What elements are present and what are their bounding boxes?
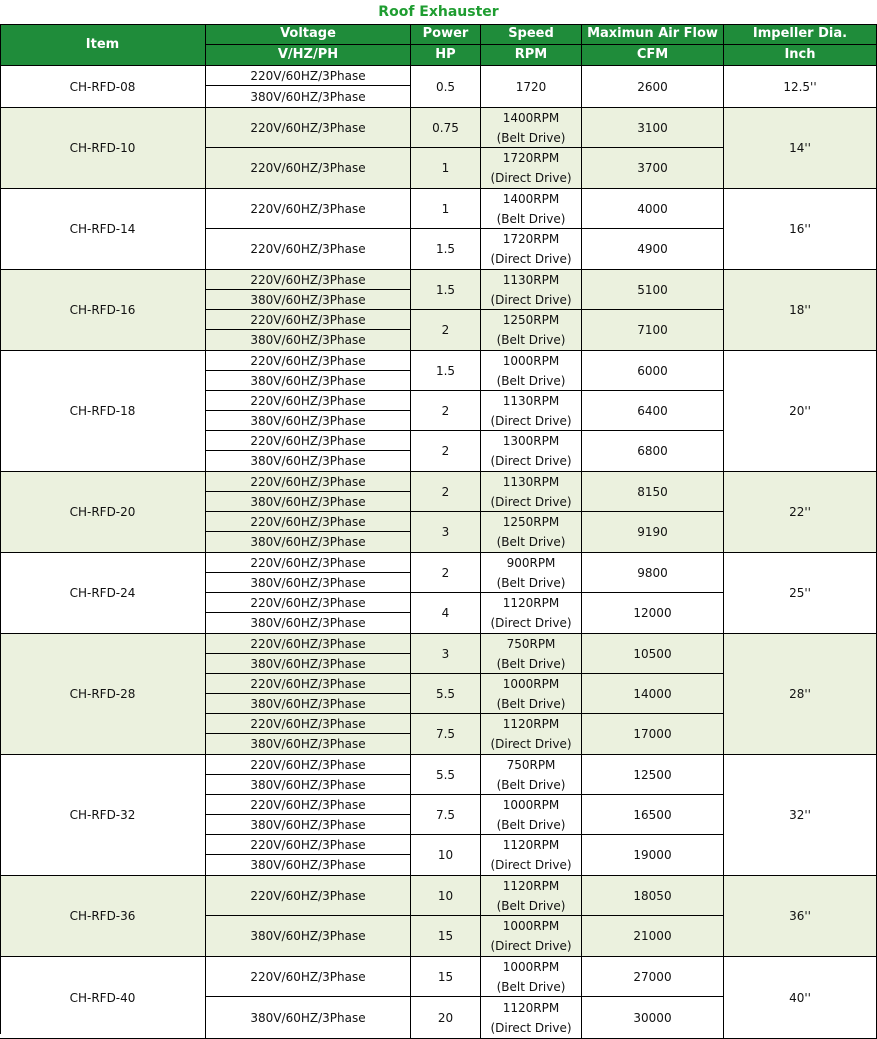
speed-rpm: 1000RPM xyxy=(502,959,560,974)
header-voltage-unit: V/HZ/PH xyxy=(206,45,411,66)
impeller-dia-cell: 18'' xyxy=(724,270,877,351)
header-air-flow-unit: CFM xyxy=(582,45,724,66)
speed-rpm: 750RPM xyxy=(506,757,556,772)
power-cell: 1 xyxy=(411,148,481,189)
header-speed: Speed xyxy=(481,24,582,45)
drive-type: (Direct Drive) xyxy=(490,616,572,630)
voltage-cell: 220V/60HZ/3Phase xyxy=(206,472,411,492)
impeller-dia-cell: 22'' xyxy=(724,472,877,553)
power-cell: 10 xyxy=(411,876,481,916)
cfm-cell: 19000 xyxy=(582,835,724,876)
power-cell: 2 xyxy=(411,553,481,593)
speed-rpm: 1000RPM xyxy=(502,797,560,812)
drive-type: (Belt Drive) xyxy=(496,696,566,711)
power-cell: 2 xyxy=(411,391,481,431)
speed-cell xyxy=(481,553,582,593)
cfm-cell: 12500 xyxy=(582,755,724,795)
voltage-cell: 220V/60HZ/3Phase xyxy=(206,351,411,371)
table-title: Roof Exhauster xyxy=(378,4,499,20)
voltage-cell: 380V/60HZ/3Phase xyxy=(206,451,411,472)
drive-type: (Belt Drive) xyxy=(496,373,566,388)
voltage-cell: 220V/60HZ/3Phase xyxy=(206,634,411,654)
cfm-cell: 17000 xyxy=(582,714,724,755)
impeller-dia-cell: 32'' xyxy=(724,755,877,876)
voltage-cell: 380V/60HZ/3Phase xyxy=(206,330,411,351)
impeller-dia-cell: 36'' xyxy=(724,876,877,957)
impeller-dia-cell: 40'' xyxy=(724,957,877,1039)
cfm-cell: 30000 xyxy=(582,997,724,1039)
voltage-cell: 380V/60HZ/3Phase xyxy=(206,290,411,310)
speed-rpm: 1250RPM xyxy=(502,313,560,327)
power-cell: 15 xyxy=(411,916,481,957)
cfm-cell: 4900 xyxy=(582,229,724,270)
speed-cell xyxy=(481,755,582,795)
speed-rpm: 750RPM xyxy=(506,636,556,651)
item-cell: CH-RFD-10 xyxy=(0,108,206,189)
drive-type: (Belt Drive) xyxy=(496,777,566,792)
impeller-dia-cell: 25'' xyxy=(724,553,877,634)
voltage-cell: 380V/60HZ/3Phase xyxy=(206,86,411,108)
drive-type: (Belt Drive) xyxy=(496,333,566,347)
impeller-dia-cell: 20'' xyxy=(724,351,877,472)
speed-rpm: 1250RPM xyxy=(502,515,560,529)
drive-type: (Direct Drive) xyxy=(490,858,572,872)
speed-rpm: 1120RPM xyxy=(502,717,560,731)
voltage-cell: 220V/60HZ/3Phase xyxy=(206,108,411,148)
item-cell: CH-RFD-32 xyxy=(0,755,206,876)
cfm-cell: 8150 xyxy=(582,472,724,512)
power-cell: 1.5 xyxy=(411,229,481,270)
impeller-dia-cell: 12.5'' xyxy=(724,66,877,108)
voltage-cell: 380V/60HZ/3Phase xyxy=(206,775,411,795)
power-cell: 5.5 xyxy=(411,674,481,714)
speed-rpm: 1720RPM xyxy=(502,232,560,246)
speed-cell xyxy=(481,229,582,270)
power-cell: 1 xyxy=(411,189,481,229)
header-air-flow: Maximun Air Flow xyxy=(582,24,724,45)
drive-type: (Direct Drive) xyxy=(490,737,572,751)
item-cell: CH-RFD-20 xyxy=(0,472,206,553)
speed-cell xyxy=(481,66,582,108)
cfm-cell: 9190 xyxy=(582,512,724,553)
speed-rpm: 1000RPM xyxy=(502,919,560,933)
voltage-cell: 220V/60HZ/3Phase xyxy=(206,189,411,229)
voltage-cell: 380V/60HZ/3Phase xyxy=(206,492,411,512)
drive-type: (Direct Drive) xyxy=(490,939,572,953)
header-power-unit: HP xyxy=(411,45,481,66)
voltage-cell: 220V/60HZ/3Phase xyxy=(206,512,411,532)
drive-type: (Belt Drive) xyxy=(496,979,566,994)
power-cell: 5.5 xyxy=(411,755,481,795)
speed-cell xyxy=(481,391,582,431)
header-power: Power xyxy=(411,24,481,45)
cfm-cell: 10500 xyxy=(582,634,724,674)
voltage-cell: 220V/60HZ/3Phase xyxy=(206,431,411,451)
power-cell: 7.5 xyxy=(411,795,481,835)
power-cell: 2 xyxy=(411,431,481,472)
header-impeller-dia-unit: Inch xyxy=(724,45,877,66)
speed-rpm: 1130RPM xyxy=(502,393,560,408)
speed-rpm: 1000RPM xyxy=(502,676,560,691)
voltage-cell: 220V/60HZ/3Phase xyxy=(206,714,411,734)
speed-rpm: 1720 xyxy=(515,79,547,94)
cfm-cell: 16500 xyxy=(582,795,724,835)
speed-cell xyxy=(481,310,582,351)
drive-type: (Belt Drive) xyxy=(496,898,566,913)
voltage-cell: 220V/60HZ/3Phase xyxy=(206,593,411,613)
voltage-cell: 220V/60HZ/3Phase xyxy=(206,310,411,330)
voltage-cell: 380V/60HZ/3Phase xyxy=(206,573,411,593)
speed-cell xyxy=(481,674,582,714)
cfm-cell: 9800 xyxy=(582,553,724,593)
voltage-cell: 380V/60HZ/3Phase xyxy=(206,694,411,714)
voltage-cell: 380V/60HZ/3Phase xyxy=(206,855,411,876)
voltage-cell: 220V/60HZ/3Phase xyxy=(206,876,411,916)
speed-rpm: 1720RPM xyxy=(502,151,560,165)
voltage-cell: 380V/60HZ/3Phase xyxy=(206,654,411,674)
voltage-cell: 220V/60HZ/3Phase xyxy=(206,957,411,997)
cfm-cell: 14000 xyxy=(582,674,724,714)
drive-type: (Direct Drive) xyxy=(490,171,572,185)
drive-type: (Direct Drive) xyxy=(490,413,572,428)
header-speed-unit: RPM xyxy=(481,45,582,66)
speed-cell xyxy=(481,512,582,553)
voltage-cell: 220V/60HZ/3Phase xyxy=(206,66,411,86)
voltage-cell: 220V/60HZ/3Phase xyxy=(206,835,411,855)
item-cell: CH-RFD-24 xyxy=(0,553,206,634)
power-cell: 10 xyxy=(411,835,481,876)
cfm-cell: 4000 xyxy=(582,189,724,229)
power-cell: 1.5 xyxy=(411,351,481,391)
speed-cell xyxy=(481,472,582,512)
speed-cell xyxy=(481,714,582,755)
power-cell: 4 xyxy=(411,593,481,634)
cfm-cell: 3700 xyxy=(582,148,724,189)
cfm-cell: 6800 xyxy=(582,431,724,472)
voltage-cell: 380V/60HZ/3Phase xyxy=(206,815,411,835)
item-cell: CH-RFD-36 xyxy=(0,876,206,957)
speed-cell xyxy=(481,351,582,391)
speed-cell xyxy=(481,957,582,997)
cfm-cell: 5100 xyxy=(582,270,724,310)
cfm-cell: 12000 xyxy=(582,593,724,634)
item-cell: CH-RFD-40 xyxy=(0,957,206,1039)
drive-type: (Direct Drive) xyxy=(490,1020,572,1035)
drive-type: (Belt Drive) xyxy=(496,535,566,549)
speed-cell xyxy=(481,835,582,876)
speed-cell xyxy=(481,634,582,674)
speed-cell xyxy=(481,997,582,1039)
drive-type: (Belt Drive) xyxy=(496,817,566,832)
speed-rpm: 1130RPM xyxy=(502,272,560,287)
drive-type: (Belt Drive) xyxy=(496,130,566,145)
cfm-cell: 2600 xyxy=(582,66,724,108)
speed-cell xyxy=(481,916,582,957)
speed-cell xyxy=(481,108,582,148)
power-cell: 3 xyxy=(411,634,481,674)
drive-type: (Belt Drive) xyxy=(496,656,566,671)
header-voltage: Voltage xyxy=(206,24,411,45)
power-cell: 3 xyxy=(411,512,481,553)
cfm-cell: 27000 xyxy=(582,957,724,997)
voltage-cell: 380V/60HZ/3Phase xyxy=(206,734,411,755)
drive-type: (Direct Drive) xyxy=(490,252,572,266)
header-impeller-dia: Impeller Dia. xyxy=(724,24,877,45)
item-cell: CH-RFD-28 xyxy=(0,634,206,755)
speed-cell xyxy=(481,431,582,472)
voltage-cell: 380V/60HZ/3Phase xyxy=(206,371,411,391)
speed-cell xyxy=(481,876,582,916)
speed-rpm: 900RPM xyxy=(506,555,556,570)
speed-rpm: 1120RPM xyxy=(502,838,560,852)
cfm-cell: 6000 xyxy=(582,351,724,391)
speed-cell xyxy=(481,270,582,310)
voltage-cell: 220V/60HZ/3Phase xyxy=(206,148,411,189)
item-cell: CH-RFD-14 xyxy=(0,189,206,270)
speed-rpm: 1000RPM xyxy=(502,353,560,368)
power-cell: 20 xyxy=(411,997,481,1039)
cfm-cell: 18050 xyxy=(582,876,724,916)
speed-rpm: 1120RPM xyxy=(502,1000,560,1015)
voltage-cell: 380V/60HZ/3Phase xyxy=(206,613,411,634)
voltage-cell: 220V/60HZ/3Phase xyxy=(206,229,411,270)
voltage-cell: 220V/60HZ/3Phase xyxy=(206,755,411,775)
power-cell: 0.75 xyxy=(411,108,481,148)
voltage-cell: 220V/60HZ/3Phase xyxy=(206,795,411,815)
drive-type: (Belt Drive) xyxy=(496,211,566,226)
voltage-cell: 380V/60HZ/3Phase xyxy=(206,916,411,957)
voltage-cell: 220V/60HZ/3Phase xyxy=(206,270,411,290)
item-cell: CH-RFD-08 xyxy=(0,66,206,108)
speed-rpm: 1120RPM xyxy=(502,596,560,610)
speed-rpm: 1120RPM xyxy=(502,878,560,893)
drive-type: (Direct Drive) xyxy=(490,494,572,509)
cfm-cell: 6400 xyxy=(582,391,724,431)
power-cell: 0.5 xyxy=(411,66,481,108)
speed-cell xyxy=(481,593,582,634)
voltage-cell: 220V/60HZ/3Phase xyxy=(206,674,411,694)
voltage-cell: 220V/60HZ/3Phase xyxy=(206,553,411,573)
power-cell: 1.5 xyxy=(411,270,481,310)
speed-cell xyxy=(481,795,582,835)
voltage-cell: 380V/60HZ/3Phase xyxy=(206,411,411,431)
cfm-cell: 7100 xyxy=(582,310,724,351)
speed-rpm: 1300RPM xyxy=(502,434,560,448)
header-item: Item xyxy=(0,24,206,66)
power-cell: 2 xyxy=(411,472,481,512)
drive-type: (Direct Drive) xyxy=(490,454,572,468)
power-cell: 15 xyxy=(411,957,481,997)
speed-rpm: 1400RPM xyxy=(502,110,560,125)
drive-type: (Belt Drive) xyxy=(496,575,566,590)
power-cell: 2 xyxy=(411,310,481,351)
power-cell: 7.5 xyxy=(411,714,481,755)
cfm-cell: 3100 xyxy=(582,108,724,148)
item-cell: CH-RFD-16 xyxy=(0,270,206,351)
voltage-cell: 380V/60HZ/3Phase xyxy=(206,532,411,553)
speed-rpm: 1400RPM xyxy=(502,191,560,206)
item-cell: CH-RFD-18 xyxy=(0,351,206,472)
speed-cell xyxy=(481,148,582,189)
voltage-cell: 380V/60HZ/3Phase xyxy=(206,997,411,1039)
voltage-cell: 220V/60HZ/3Phase xyxy=(206,391,411,411)
speed-rpm: 1130RPM xyxy=(502,474,560,489)
impeller-dia-cell: 16'' xyxy=(724,189,877,270)
impeller-dia-cell: 14'' xyxy=(724,108,877,189)
cfm-cell: 21000 xyxy=(582,916,724,957)
impeller-dia-cell: 28'' xyxy=(724,634,877,755)
speed-cell xyxy=(481,189,582,229)
drive-type: (Direct Drive) xyxy=(490,292,572,307)
